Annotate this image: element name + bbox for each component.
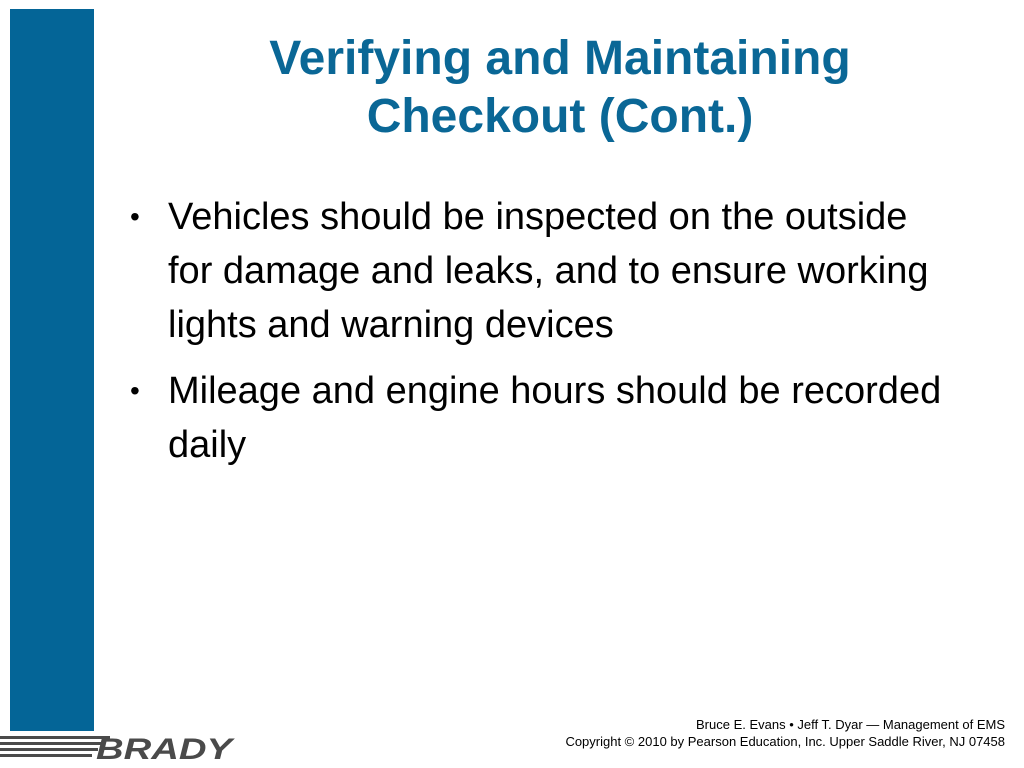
slide-title-line-1: Verifying and Maintaining [269, 32, 851, 85]
logo-speed-lines [0, 736, 110, 757]
bullet-text: Vehicles should be inspected on the outside for damage and leaks, and to ensure working lights and warning devices [168, 196, 929, 346]
bullet-text: Mileage and engine hours should be recorded daily [168, 370, 942, 466]
left-accent-bar [10, 9, 94, 731]
brady-logo [0, 733, 240, 763]
slide-title-line-2: Checkout (Cont.) [366, 90, 754, 143]
slide-title [120, 30, 1000, 146]
bullet-item [130, 364, 960, 472]
footer-credits [565, 716, 1005, 750]
bullet-glyph: • [130, 375, 140, 406]
bullet-list [130, 190, 960, 484]
footer-copyright: Copyright © 2010 by Pearson Education, Inc. Upper Saddle River, NJ 07458 [565, 734, 1005, 749]
logo-wordmark: BRADY [96, 733, 236, 763]
bullet-glyph: • [130, 201, 140, 232]
bullet-item [130, 190, 960, 352]
footer-authors: Bruce E. Evans • Jeff T. Dyar — Management of EMS [696, 717, 1005, 732]
